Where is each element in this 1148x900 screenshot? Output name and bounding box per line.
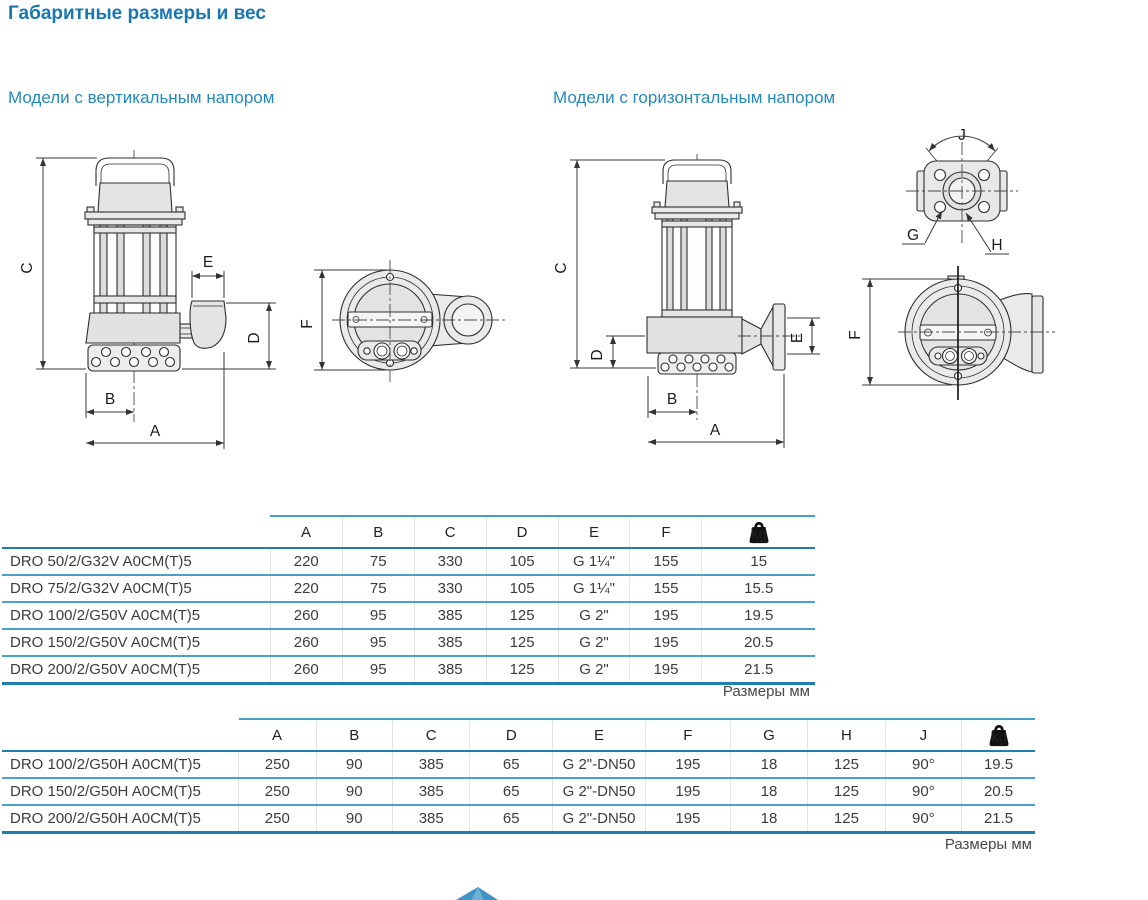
horizontal-pump-side-view	[553, 154, 820, 448]
col-header-weight	[702, 516, 815, 548]
cell: 65	[470, 778, 553, 805]
dim-label-a: A	[149, 423, 161, 440]
cell: 250	[239, 751, 316, 778]
col-header-weight	[962, 719, 1035, 751]
col-header-j: J	[885, 719, 961, 751]
vertical-pump-side-view	[19, 150, 276, 449]
table-row	[2, 778, 1035, 805]
cell: 75	[342, 575, 414, 602]
cell: 195	[630, 602, 702, 629]
horizontal-models-table	[2, 718, 1035, 834]
model-name: DRO 75/2/G32V A0CM(T)5	[2, 575, 270, 602]
cell: 125	[808, 778, 885, 805]
brand-logo-fragment	[0, 880, 1148, 900]
cell: 330	[414, 548, 486, 575]
vertical-pump-top-view	[299, 260, 505, 382]
col-header-e: E	[558, 516, 630, 548]
col-header-b: B	[342, 516, 414, 548]
table-row	[2, 656, 815, 684]
cell: 195	[630, 656, 702, 684]
cell: 125	[486, 602, 558, 629]
flange-detail-view	[902, 127, 1018, 254]
strainer-base	[88, 345, 180, 371]
col-header-a: A	[239, 719, 316, 751]
discharge-cone	[742, 319, 761, 354]
dim-label-b: B	[104, 391, 116, 408]
cell: 385	[414, 602, 486, 629]
cell: 155	[630, 575, 702, 602]
col-header-c: C	[392, 719, 469, 751]
cell: 90°	[885, 751, 961, 778]
cell: 385	[392, 778, 469, 805]
pump-volute	[86, 313, 180, 343]
cell: 385	[392, 751, 469, 778]
model-name: DRO 150/2/G50V A0CM(T)5	[2, 629, 270, 656]
dim-label-j: J	[958, 127, 966, 144]
cell: 125	[486, 656, 558, 684]
model-name: DRO 200/2/G50V A0CM(T)5	[2, 656, 270, 684]
cell: 155	[630, 548, 702, 575]
model-name: DRO 100/2/G50H A0CM(T)5	[2, 751, 239, 778]
svg-text:kg: kg	[750, 526, 768, 543]
cell: 195	[646, 751, 731, 778]
col-header-g: G	[730, 719, 807, 751]
cell: G 2"-DN50	[553, 778, 646, 805]
table-row	[2, 751, 1035, 778]
cell: 220	[270, 548, 342, 575]
pump-handle	[96, 158, 174, 186]
cell: 18	[730, 805, 807, 833]
cell: 250	[239, 778, 316, 805]
cell-weight: 20.5	[962, 778, 1035, 805]
cell: 125	[808, 805, 885, 833]
col-header-e: E	[553, 719, 646, 751]
cell: 105	[486, 575, 558, 602]
cell: 195	[646, 778, 731, 805]
cell: 260	[270, 602, 342, 629]
cell: 18	[730, 751, 807, 778]
cell: 195	[646, 805, 731, 833]
section-heading-vertical: Модели с вертикальным напором	[8, 88, 275, 107]
cell: 195	[630, 629, 702, 656]
cell: 90°	[885, 805, 961, 833]
cell: G 2"-DN50	[553, 751, 646, 778]
motor-flange	[85, 212, 185, 219]
dim-label-c: C	[19, 262, 36, 274]
cell-weight: 15	[702, 548, 815, 575]
cell: 65	[470, 805, 553, 833]
model-column-header	[2, 516, 270, 548]
cell-weight: 21.5	[962, 805, 1035, 833]
cable-glands	[358, 341, 421, 360]
cell: 385	[414, 629, 486, 656]
cell: 250	[239, 805, 316, 833]
cell: 330	[414, 575, 486, 602]
col-header-a: A	[270, 516, 342, 548]
header-row	[2, 719, 1035, 751]
dim-label-a: A	[709, 422, 721, 439]
cell: G 2"	[558, 602, 630, 629]
vertical-models-table	[2, 515, 815, 685]
cell: 90°	[885, 778, 961, 805]
horizontal-pump-top-view	[847, 266, 1055, 400]
motor-cap	[98, 183, 172, 212]
col-header-d: D	[486, 516, 558, 548]
col-header-f: F	[646, 719, 731, 751]
col-header-h: H	[808, 719, 885, 751]
page-title: Габаритные размеры и вес	[8, 3, 266, 24]
model-name: DRO 50/2/G32V A0CM(T)5	[2, 548, 270, 575]
cell-weight: 21.5	[702, 656, 815, 684]
cell: G 2"	[558, 656, 630, 684]
discharge-flange	[773, 304, 785, 370]
dim-label-d: D	[589, 349, 606, 361]
col-header-d: D	[470, 719, 553, 751]
dim-label-h: H	[991, 237, 1003, 254]
cell: 260	[270, 629, 342, 656]
cell: 18	[730, 778, 807, 805]
model-name: DRO 100/2/G50V A0CM(T)5	[2, 602, 270, 629]
cell: 65	[470, 751, 553, 778]
motor-cap	[665, 181, 729, 207]
cell-weight: 19.5	[702, 602, 815, 629]
table-row	[2, 548, 815, 575]
table-row	[2, 629, 815, 656]
vertical-models-table-wrap	[2, 515, 815, 685]
pump-handle	[663, 160, 731, 184]
cell-weight: 15.5	[702, 575, 815, 602]
table-row	[2, 805, 1035, 833]
cell: 220	[270, 575, 342, 602]
dim-label-f: F	[299, 319, 316, 329]
cell: 385	[392, 805, 469, 833]
units-note: Размеры мм	[722, 683, 810, 700]
cell: 95	[342, 629, 414, 656]
cooling-cage	[94, 225, 176, 313]
weight-kg-icon	[747, 519, 771, 546]
cell: 75	[342, 548, 414, 575]
svg-text:kg: kg	[990, 729, 1007, 746]
cell: G 2"	[558, 629, 630, 656]
units-note: Размеры мм	[944, 836, 1032, 853]
col-header-c: C	[414, 516, 486, 548]
cell: G 1¼"	[558, 548, 630, 575]
cell: 95	[342, 656, 414, 684]
motor-flange	[652, 207, 742, 213]
col-header-b: B	[316, 719, 392, 751]
dim-label-d: D	[246, 332, 263, 344]
cell-weight: 19.5	[962, 751, 1035, 778]
cell: 385	[414, 656, 486, 684]
horizontal-models-table-wrap	[2, 718, 1035, 834]
col-header-f: F	[630, 516, 702, 548]
header-row	[2, 516, 815, 548]
dim-label-f: F	[847, 330, 864, 340]
section-heading-horizontal: Модели с горизонтальным напором	[553, 88, 836, 107]
cell: 90	[316, 778, 392, 805]
cell: G 2"-DN50	[553, 805, 646, 833]
cell: 90	[316, 805, 392, 833]
dim-label-b: B	[666, 391, 678, 408]
table-row	[2, 602, 815, 629]
cooling-cage	[662, 219, 732, 317]
dim-label-c: C	[553, 262, 570, 274]
model-column-header	[2, 719, 239, 751]
model-name: DRO 150/2/G50H A0CM(T)5	[2, 778, 239, 805]
cell: 95	[342, 602, 414, 629]
outlet-flange	[1032, 296, 1043, 373]
weight-kg-icon	[987, 722, 1011, 749]
strainer-base	[658, 353, 736, 374]
dim-label-g: G	[906, 227, 920, 244]
outlet-elbow	[190, 301, 226, 348]
pump-volute	[647, 317, 742, 353]
dim-label-e: E	[202, 254, 214, 271]
cell: G 1¼"	[558, 575, 630, 602]
cell: 125	[486, 629, 558, 656]
cell: 125	[808, 751, 885, 778]
table-row	[2, 575, 815, 602]
cell-weight: 20.5	[702, 629, 815, 656]
model-name: DRO 200/2/G50H A0CM(T)5	[2, 805, 239, 833]
cell: 90	[316, 751, 392, 778]
cell: 105	[486, 548, 558, 575]
cell: 260	[270, 656, 342, 684]
dim-label-e: E	[789, 332, 806, 344]
technical-drawings	[0, 110, 1148, 500]
